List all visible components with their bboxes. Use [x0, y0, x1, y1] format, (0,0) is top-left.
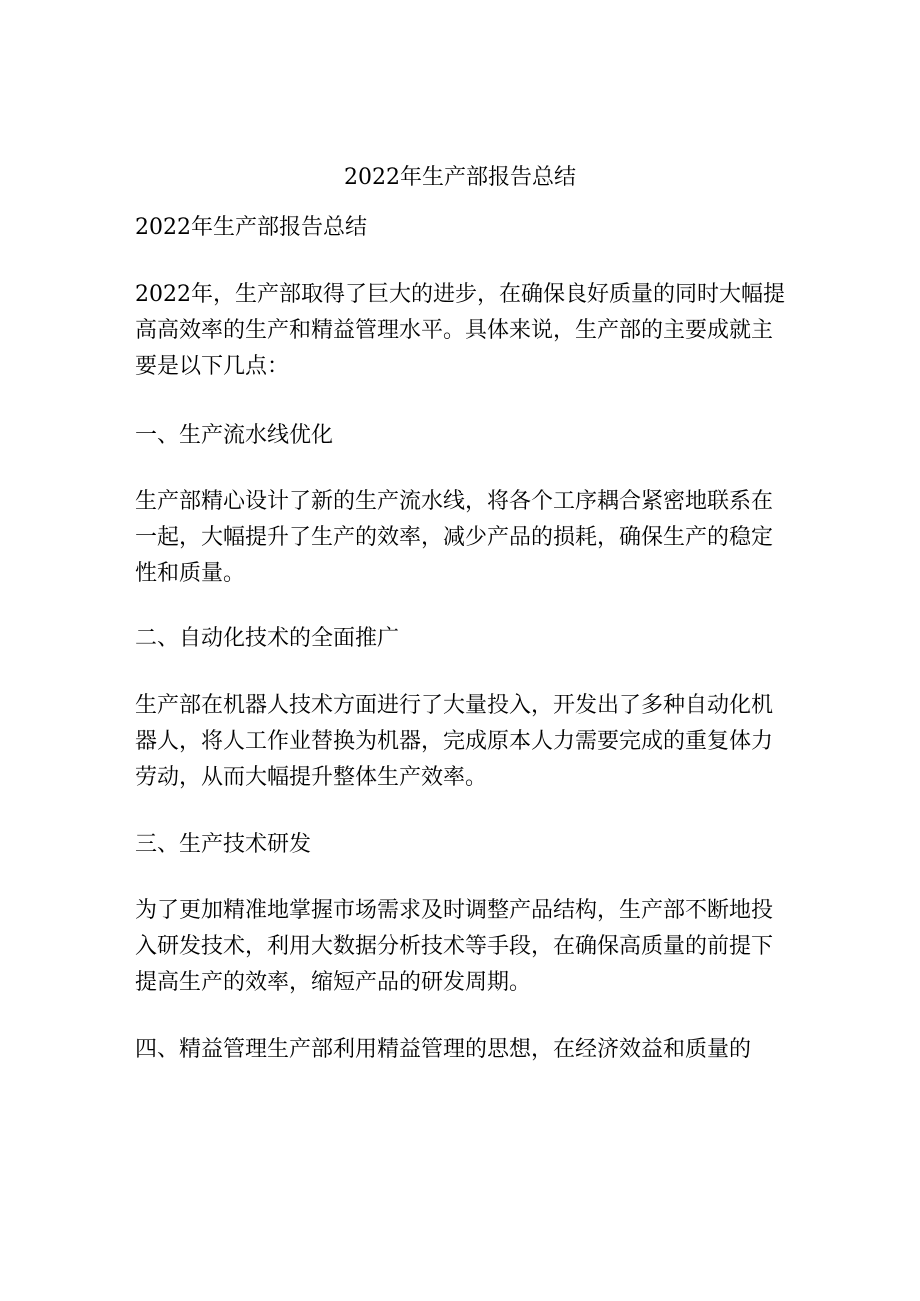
intro-paragraph: 2022年，生产部取得了巨大的进步，在确保良好质量的同时大幅提高高效率的生产和精益管理水平。具体来说，生产部的主要成就主要是以下几点： — [135, 282, 785, 379]
document-subtitle: 2022年生产部报告总结 — [135, 215, 367, 240]
section-paragraph-3: 为了更加精准地掌握市场需求及时调整产品结构，生产部不断地投入研发技术，利用大数据分析技术等手段，在确保高质量的前提下提高生产的效率，缩短产品的研发周期。 — [135, 898, 774, 995]
section-paragraph-2: 生产部在机器人技术方面进行了大量投入，开发出了多种自动化机器人，将人工作业替换为机器，完成原本人力需要完成的重复体力劳动，从而大幅提升整体生产效率。 — [135, 693, 774, 790]
section-heading-1: 一、生产流水线优化 — [135, 423, 334, 448]
section-heading-2: 二、自动化技术的全面推广 — [135, 626, 400, 651]
section-paragraph-4-partial: 四、精益管理生产部利用精益管理的思想，在经济效益和质量的 — [135, 1037, 752, 1062]
section-heading-3: 三、生产技术研发 — [135, 832, 312, 857]
section-paragraph-1: 生产部精心设计了新的生产流水线，将各个工序耦合紧密地联系在一起，大幅提升了生产的效率，减少产品的损耗，确保生产的稳定性和质量。 — [135, 489, 774, 586]
document-title: 2022年生产部报告总结 — [344, 165, 576, 190]
